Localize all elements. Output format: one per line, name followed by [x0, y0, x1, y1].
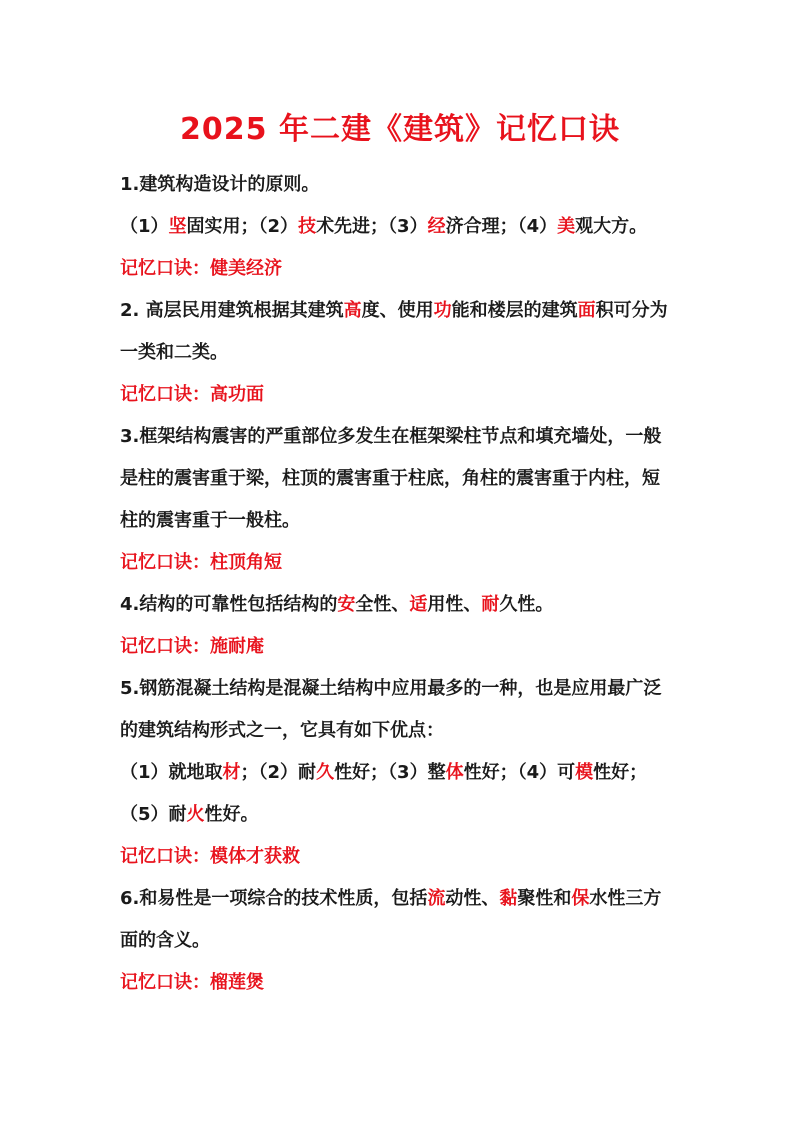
text-line: [120, 920, 690, 962]
text-segment: 记忆口诀：高功面: [120, 384, 264, 405]
highlighted-char: 黏: [499, 888, 518, 909]
text-line: [120, 416, 690, 458]
highlighted-char: 流: [427, 888, 446, 909]
text-segment: 性好；（3）整: [334, 762, 446, 783]
text-segment: 久性。: [499, 594, 554, 615]
mnemonic-line: [120, 836, 690, 878]
text-segment: 济合理；（4）: [445, 216, 558, 237]
text-line: [120, 668, 690, 710]
text-segment: （5）耐: [120, 804, 187, 825]
text-segment: 3.框架结构震害的严重部位多发生在框架梁柱节点和填充墙处，一般: [120, 426, 662, 447]
highlighted-char: 火: [186, 804, 205, 825]
text-line: [120, 752, 690, 794]
highlighted-char: 模: [575, 762, 594, 783]
document-body: [120, 164, 690, 1004]
text-segment: 记忆口诀：健美经济: [120, 258, 282, 279]
text-segment: 性好；（4）可: [463, 762, 576, 783]
highlighted-char: 耐: [481, 594, 500, 615]
text-segment: 面的含义。: [120, 930, 210, 951]
mnemonic-line: [120, 626, 690, 668]
text-segment: 是柱的震害重于梁，柱顶的震害重于柱底，角柱的震害重于内柱，短: [120, 468, 660, 489]
text-segment: （1）就地取: [120, 762, 223, 783]
mnemonic-line: [120, 962, 690, 1004]
text-line: [120, 710, 690, 752]
text-line: [120, 206, 690, 248]
text-segment: 观大方。: [575, 216, 648, 237]
text-segment: 2. 高层民用建筑根据其建筑: [120, 300, 344, 321]
text-segment: 动性、: [445, 888, 500, 909]
text-segment: 积可分为: [595, 300, 668, 321]
text-segment: 性好；: [593, 762, 648, 783]
text-segment: 6.和易性是一项综合的技术性质，包括: [120, 888, 428, 909]
text-line: [120, 332, 690, 374]
highlighted-char: 功: [433, 300, 452, 321]
text-segment: 固实用；（2）: [186, 216, 299, 237]
text-segment: ；（2）耐: [240, 762, 317, 783]
text-segment: 用性、: [427, 594, 482, 615]
highlighted-char: 久: [316, 762, 335, 783]
text-segment: 1.建筑构造设计的原则。: [120, 174, 320, 195]
text-segment: 记忆口诀：模体才获救: [120, 846, 300, 867]
text-segment: 记忆口诀：榴莲煲: [120, 972, 264, 993]
text-segment: 术先进；（3）: [316, 216, 428, 237]
text-segment: 性好。: [204, 804, 259, 825]
text-segment: 聚性和: [517, 888, 572, 909]
highlighted-char: 材: [222, 762, 241, 783]
text-line: [120, 164, 690, 206]
mnemonic-line: [120, 248, 690, 290]
text-segment: 5.钢筋混凝土结构是混凝土结构中应用最多的一种，也是应用最广泛: [120, 678, 662, 699]
text-line: [120, 584, 690, 626]
text-line: [120, 500, 690, 542]
text-segment: 4.结构的可靠性包括结构的: [120, 594, 338, 615]
highlighted-char: 适: [409, 594, 428, 615]
highlighted-char: 经: [427, 216, 446, 237]
text-line: [120, 794, 690, 836]
highlighted-char: 保: [571, 888, 590, 909]
highlighted-char: 美: [557, 216, 576, 237]
highlighted-char: 高: [343, 300, 362, 321]
mnemonic-line: [120, 542, 690, 584]
highlighted-char: 技: [298, 216, 317, 237]
text-segment: 柱的震害重于一般柱。: [120, 510, 300, 531]
document-title: 2025 年二建《建筑》记忆口诀: [180, 112, 620, 147]
text-segment: 全性、: [355, 594, 410, 615]
highlighted-char: 面: [577, 300, 596, 321]
text-segment: 的建筑结构形式之一，它具有如下优点：: [120, 720, 444, 741]
text-segment: 记忆口诀：柱顶角短: [120, 552, 282, 573]
text-segment: 水性三方: [589, 888, 662, 909]
highlighted-char: 安: [337, 594, 356, 615]
text-line: [120, 878, 690, 920]
text-segment: （1）: [120, 216, 169, 237]
text-line: [120, 290, 690, 332]
text-line: [120, 458, 690, 500]
text-segment: 一类和二类。: [120, 342, 228, 363]
text-segment: 度、使用: [361, 300, 434, 321]
highlighted-char: 体: [445, 762, 464, 783]
text-segment: 记忆口诀：施耐庵: [120, 636, 264, 657]
mnemonic-line: [120, 374, 690, 416]
highlighted-char: 坚: [168, 216, 187, 237]
text-segment: 能和楼层的建筑: [451, 300, 578, 321]
